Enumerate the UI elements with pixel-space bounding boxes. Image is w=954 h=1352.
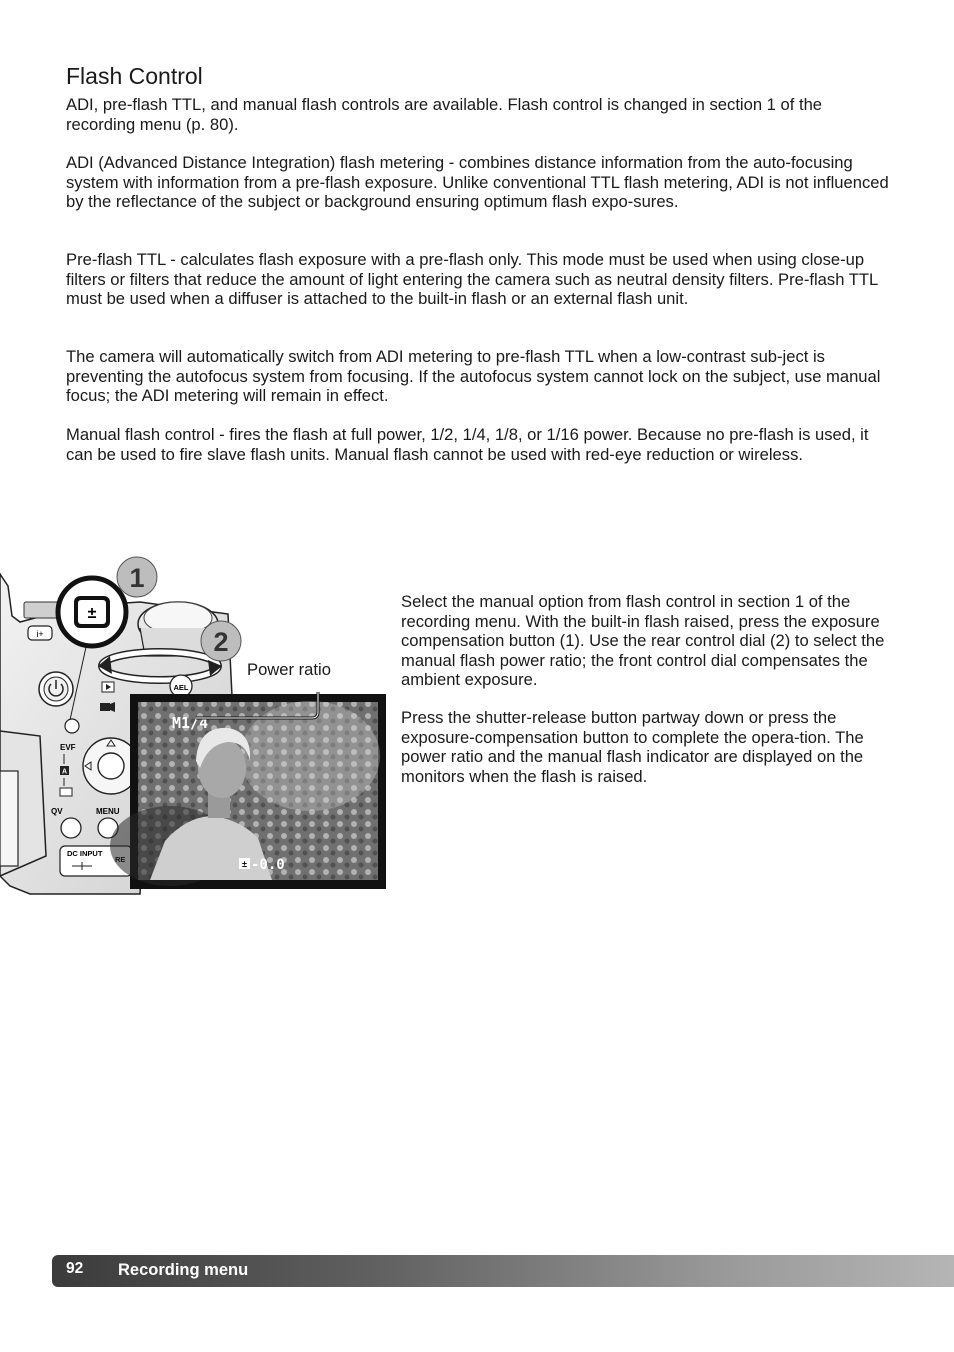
exposure-comp-icon: ± [87, 605, 97, 622]
lcd-edge [0, 771, 18, 866]
page-title: Flash Control [66, 63, 203, 89]
svg-text:i+: i+ [36, 629, 44, 639]
auto-label: A [61, 768, 68, 776]
auto-switch-paragraph: The camera will automatically switch from ADI metering to pre-flash TTL when a low-contrast sub-ject is preventing the autofocus system from focusing. If the autofocus system cannot lock on the subject, use manual focus; the ADI metering will remain in effect. [66, 347, 881, 405]
power-ratio-callout: Power ratio [247, 660, 331, 679]
camera-back-drawing [0, 556, 390, 896]
ael-label: AEL [173, 683, 189, 692]
intro-paragraph: ADI, pre-flash TTL, and manual flash controls are available. Flash control is changed in section 1 of the recording menu (p. 80). [66, 95, 823, 134]
movie-icon [100, 703, 110, 711]
instructions-paragraph: Select the manual option from flash control in section 1 of the recording menu. With the built-in flash raised, press the exposure compensation button (1). Use the rear control dial (2) to select the manual flash power ratio; the front control dial compensates the ambient exposure. [401, 592, 885, 689]
page-footer [52, 1255, 954, 1287]
step-1-number: 1 [129, 563, 145, 593]
exposure-comp-small-button [65, 719, 79, 733]
monitor-power-ratio: M1/4 [172, 714, 209, 732]
dc-input-label: DC INPUT [67, 849, 103, 858]
camera-illustration [0, 556, 390, 896]
evf-label: EVF [60, 743, 76, 752]
svg-text:±: ± [242, 859, 247, 869]
completion-paragraph: Press the shutter-release button partway down or press the exposure-compensation button to complete the opera-tion. The power ratio and the manual flash indicator are displayed on the monitors when the flash is raised. [401, 708, 864, 786]
menu-label: MENU [96, 807, 120, 816]
step-2-number: 2 [213, 627, 229, 657]
page-number: 92 [66, 1260, 84, 1277]
qv-button [61, 818, 81, 838]
qv-label: QV [51, 807, 63, 816]
adi-paragraph: ADI (Advanced Distance Integration) flash metering - combines distance information from the auto-focusing system with information from a pre-flash exposure. Unlike conventional TTL flash metering, ADI is not influenced by the reflectance of the subject or background ensuring optimum flash expo-sures. [66, 153, 889, 211]
lcd-monitor [110, 694, 386, 889]
top-window [24, 602, 60, 618]
preflash-paragraph: Pre-flash TTL - calculates flash exposure with a pre-flash only. This mode must be used when using close-up filters or filters that reduce the amount of light entering the camera such as neutral density filters. Pre-flash TTL must be used when a diffuser is attached to the built-in flash or an external flash unit. [66, 250, 878, 308]
manual-flash-paragraph: Manual flash control - fires the flash at full power, 1/2, 1/4, 1/8, or 1/16 power. Because no pre-flash is used, it can be used to fire slave flash units. Manual flash cannot be used with red-eye reduction or wireless. [66, 425, 869, 464]
section-name: Recording menu [118, 1261, 249, 1279]
lcd-switch-icon [60, 788, 72, 796]
monitor-exposure-value: -0.0 [251, 857, 285, 873]
